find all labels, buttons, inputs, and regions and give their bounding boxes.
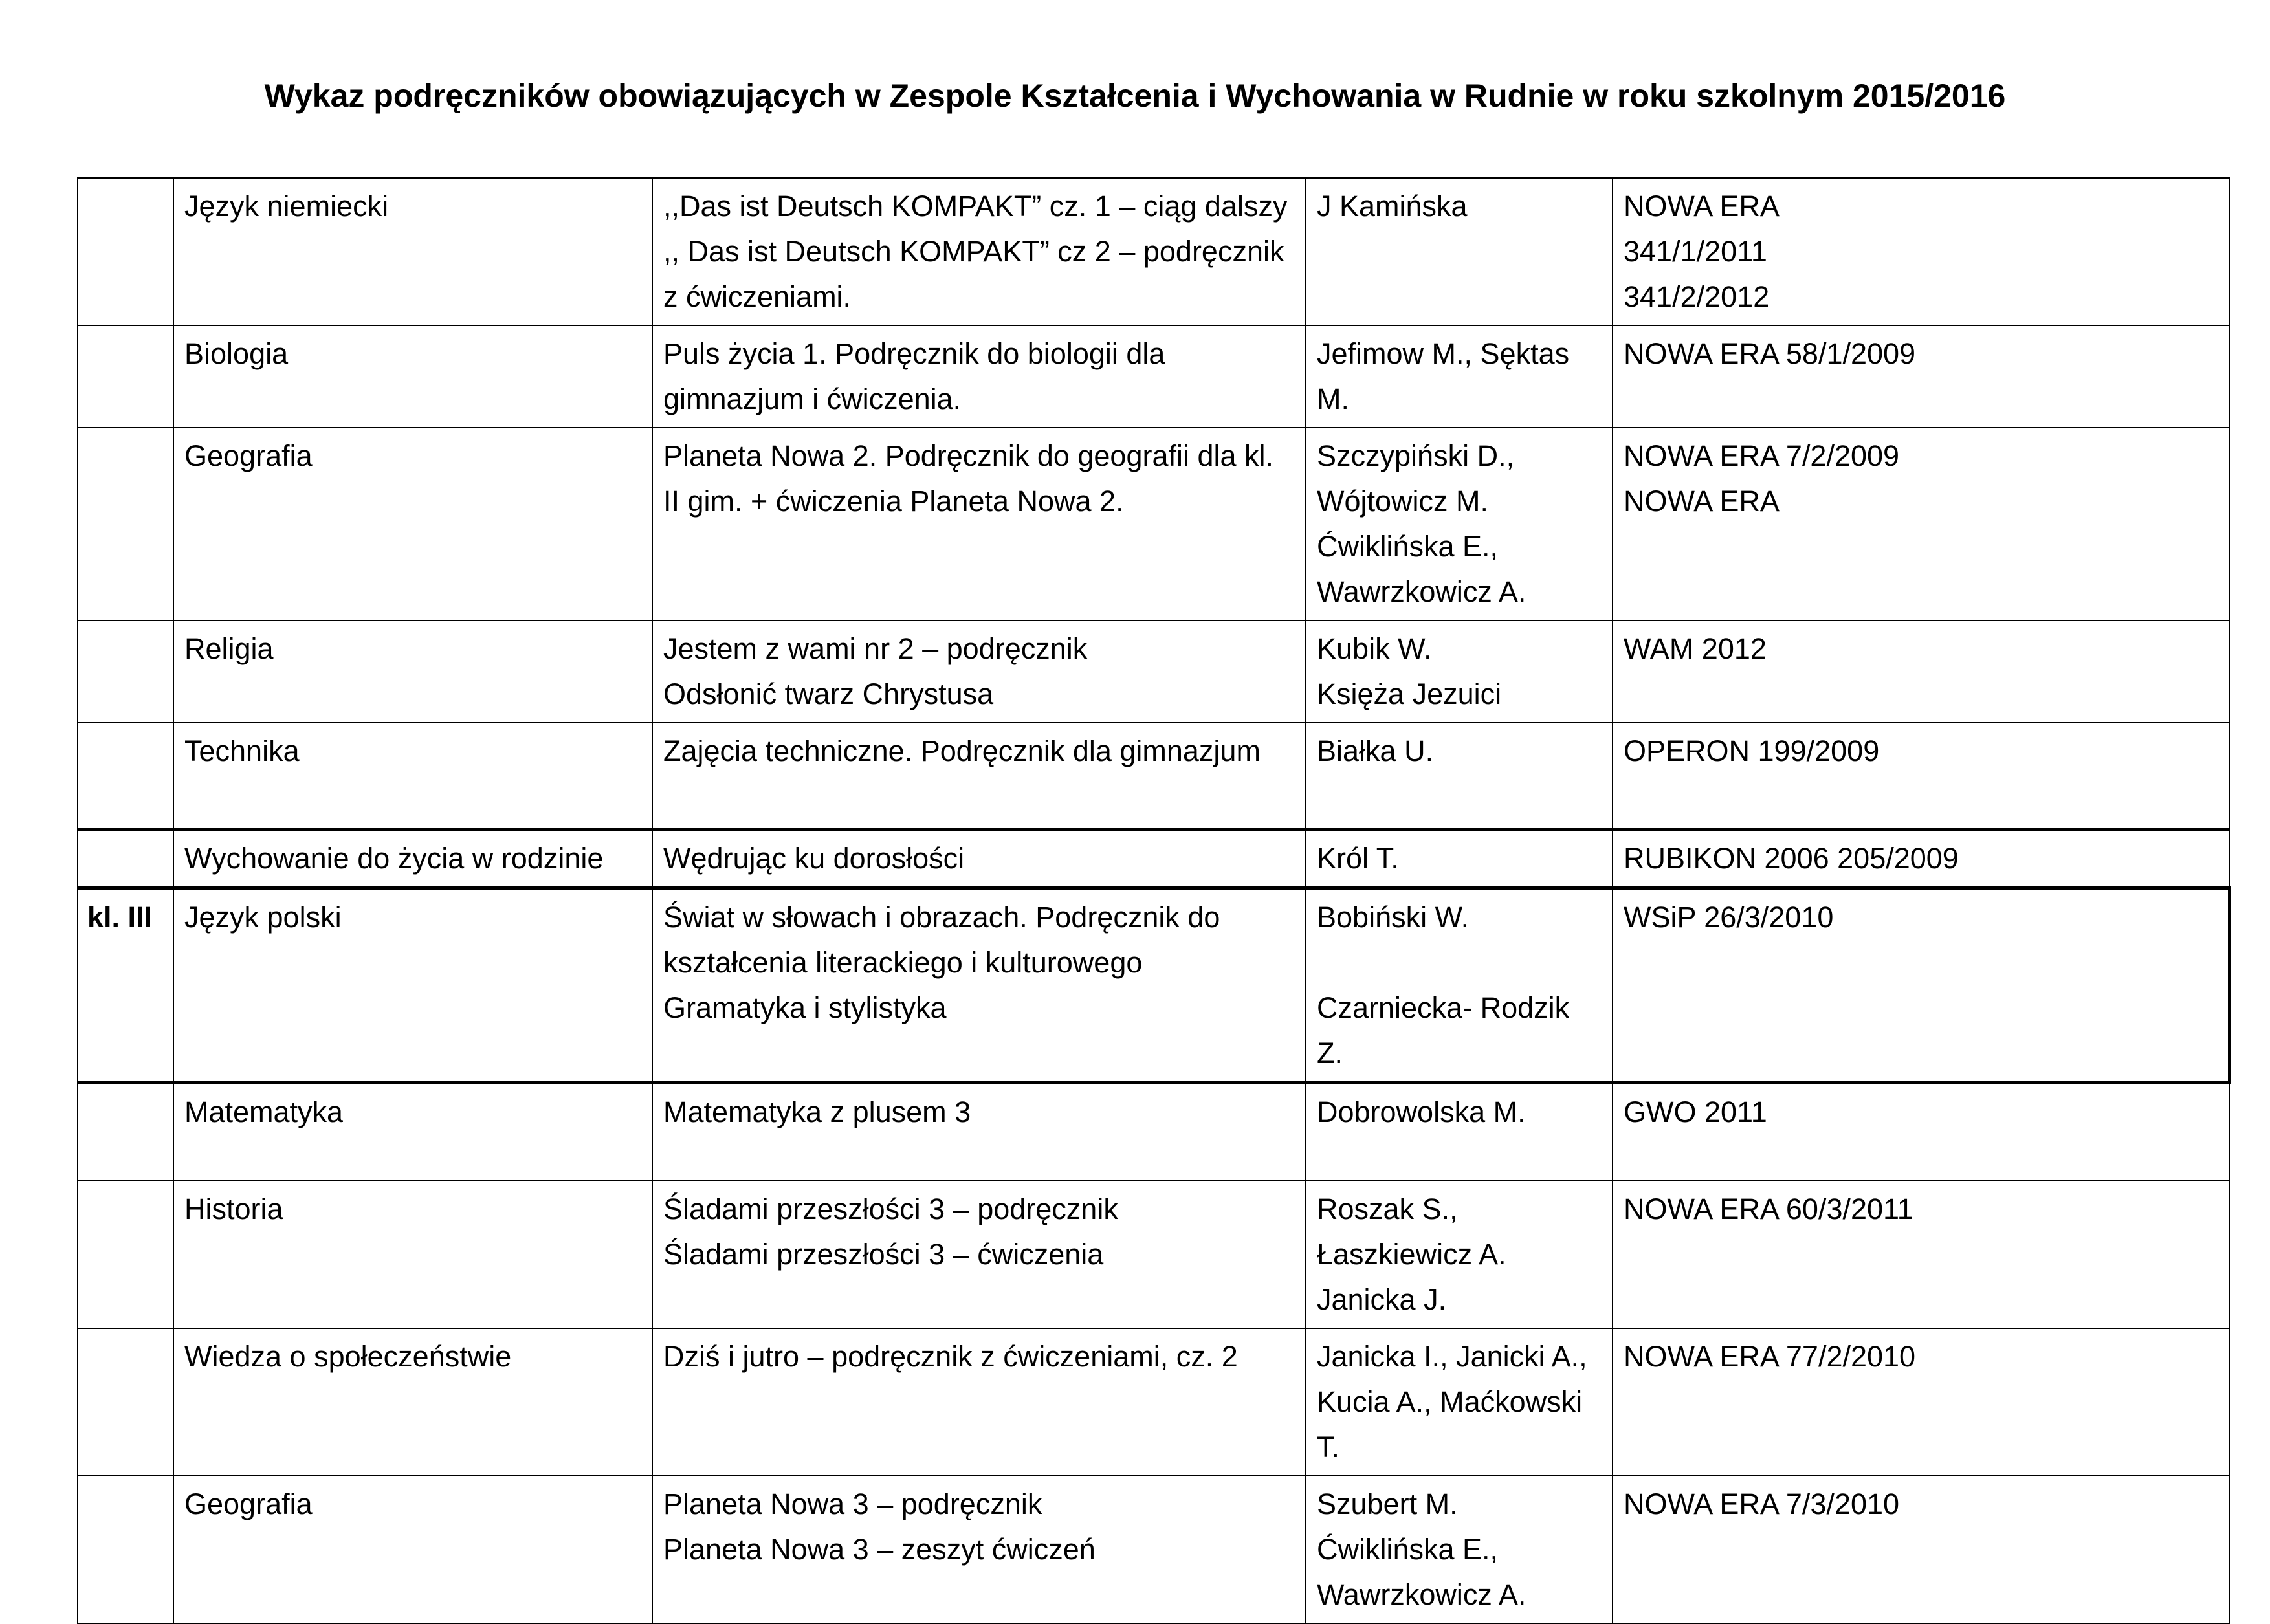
book-cell: Świat w słowach i obrazach. Podręcznik do kształcenia literackiego i kulturowego Gramatyka i stylistyka <box>652 888 1306 1082</box>
subject-cell: Technika <box>173 723 652 829</box>
class-cell <box>78 428 173 620</box>
book-cell: Matematyka z plusem 3 <box>652 1082 1306 1181</box>
table-row <box>78 723 2229 829</box>
publisher-cell: NOWA ERA 60/3/2011 <box>1613 1181 2229 1328</box>
subject-cell: Historia <box>173 1181 652 1328</box>
subject-cell: Język polski <box>173 888 652 1082</box>
publisher-cell: NOWA ERA 341/1/2011 341/2/2012 <box>1613 178 2229 325</box>
textbook-table <box>77 177 2231 1624</box>
class-cell <box>78 178 173 325</box>
subject-cell: Religia <box>173 620 652 723</box>
class-cell <box>78 1181 173 1328</box>
author-cell: J Kamińska <box>1306 178 1613 325</box>
author-cell: Król T. <box>1306 829 1613 888</box>
book-cell: Planeta Nowa 3 – podręcznik Planeta Nowa 3 – zeszyt ćwiczeń <box>652 1476 1306 1623</box>
class-cell <box>78 325 173 428</box>
table-row <box>78 325 2229 428</box>
page-title: Wykaz podręczników obowiązujących w Zespole Kształcenia i Wychowania w Rudnie w roku szkolnym 2015/2016 <box>264 78 2006 114</box>
class-cell <box>78 620 173 723</box>
subject-cell: Wychowanie do życia w rodzinie <box>173 829 652 888</box>
author-cell: Szubert M. Ćwiklińska E., Wawrzkowicz A. <box>1306 1476 1613 1623</box>
book-cell: ,,Das ist Deutsch KOMPAKT” cz. 1 – ciąg dalszy ,, Das ist Deutsch KOMPAKT” cz 2 – podręcznik z ćwiczeniami. <box>652 178 1306 325</box>
table-row <box>78 428 2229 620</box>
publisher-cell: NOWA ERA 7/3/2010 <box>1613 1476 2229 1623</box>
book-cell: Wędrując ku dorosłości <box>652 829 1306 888</box>
table-row <box>78 178 2229 325</box>
publisher-cell: WSiP 26/3/2010 <box>1613 888 2229 1082</box>
subject-cell: Wiedza o społeczeństwie <box>173 1328 652 1476</box>
book-cell: Śladami przeszłości 3 – podręcznik Śladami przeszłości 3 – ćwiczenia <box>652 1181 1306 1328</box>
author-cell: Jefimow M., Sęktas M. <box>1306 325 1613 428</box>
class-cell <box>78 829 173 888</box>
table-row <box>78 829 2229 888</box>
class-cell <box>78 1476 173 1623</box>
table-row <box>78 1181 2229 1328</box>
publisher-cell: NOWA ERA 7/2/2009 NOWA ERA <box>1613 428 2229 620</box>
author-cell: Roszak S., Łaszkiewicz A. Janicka J. <box>1306 1181 1613 1328</box>
author-cell: Białka U. <box>1306 723 1613 829</box>
class-cell <box>78 723 173 829</box>
class-cell <box>78 1082 173 1181</box>
publisher-cell: OPERON 199/2009 <box>1613 723 2229 829</box>
subject-cell: Geografia <box>173 1476 652 1623</box>
book-cell: Zajęcia techniczne. Podręcznik dla gimnazjum <box>652 723 1306 829</box>
author-cell: Kubik W. Księża Jezuici <box>1306 620 1613 723</box>
publisher-cell: RUBIKON 2006 205/2009 <box>1613 829 2229 888</box>
book-cell: Dziś i jutro – podręcznik z ćwiczeniami, cz. 2 <box>652 1328 1306 1476</box>
table-row <box>78 1082 2229 1181</box>
table-row <box>78 888 2229 1082</box>
subject-cell: Język niemiecki <box>173 178 652 325</box>
book-cell: Planeta Nowa 2. Podręcznik do geografii dla kl. II gim. + ćwiczenia Planeta Nowa 2. <box>652 428 1306 620</box>
publisher-cell: NOWA ERA 77/2/2010 <box>1613 1328 2229 1476</box>
book-cell: Puls życia 1. Podręcznik do biologii dla gimnazjum i ćwiczenia. <box>652 325 1306 428</box>
subject-cell: Biologia <box>173 325 652 428</box>
publisher-cell: WAM 2012 <box>1613 620 2229 723</box>
author-cell: Dobrowolska M. <box>1306 1082 1613 1181</box>
publisher-cell: GWO 2011 <box>1613 1082 2229 1181</box>
publisher-cell: NOWA ERA 58/1/2009 <box>1613 325 2229 428</box>
author-cell: Szczypiński D., Wójtowicz M. Ćwiklińska E., Wawrzkowicz A. <box>1306 428 1613 620</box>
subject-cell: Geografia <box>173 428 652 620</box>
subject-cell: Matematyka <box>173 1082 652 1181</box>
class-cell <box>78 1328 173 1476</box>
table-row <box>78 620 2229 723</box>
author-cell: Janicka I., Janicki A., Kucia A., Maćkowski T. <box>1306 1328 1613 1476</box>
author-cell: Bobiński W. Czarniecka- Rodzik Z. <box>1306 888 1613 1082</box>
class-cell: kl. III <box>78 888 173 1082</box>
table-row <box>78 1328 2229 1476</box>
table-row <box>78 1476 2229 1623</box>
book-cell: Jestem z wami nr 2 – podręcznik Odsłonić twarz Chrystusa <box>652 620 1306 723</box>
